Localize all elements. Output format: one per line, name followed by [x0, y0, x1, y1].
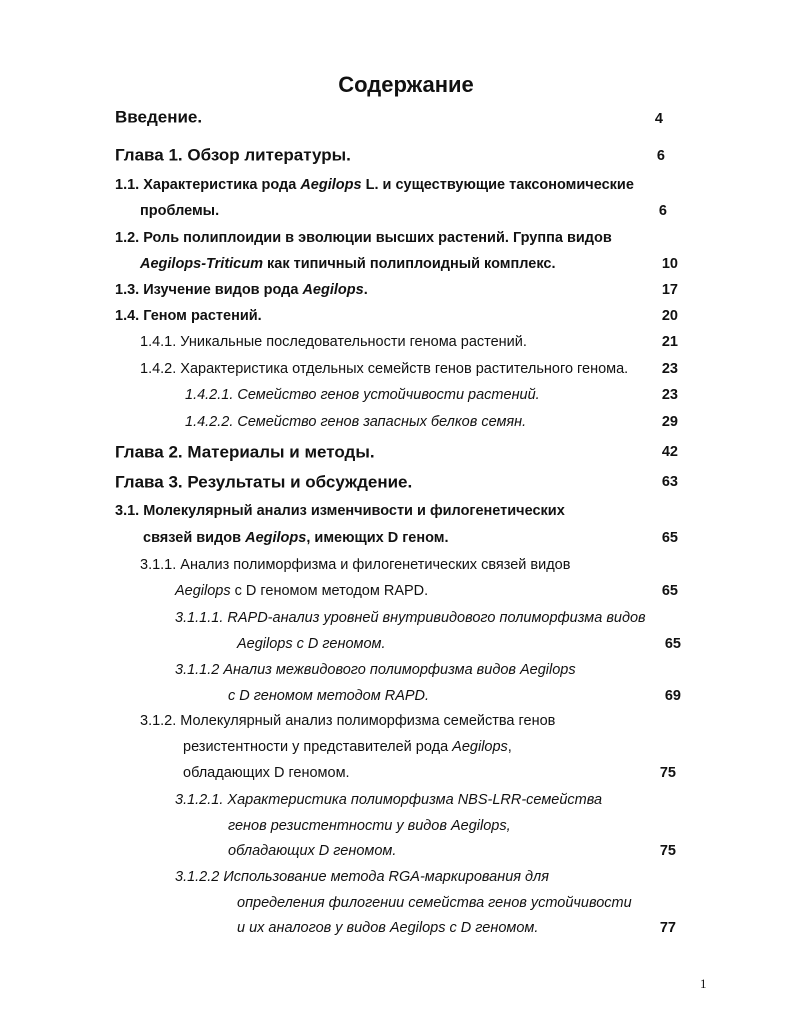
toc-entry-introduction: Введение.	[115, 107, 203, 127]
toc-entry-3-1-2-2-cont: определения филогении семейства генов устойчивости	[237, 894, 632, 911]
toc-entry-chapter-3: Глава 3. Результаты и обсуждение.	[115, 472, 413, 492]
toc-page-number: 65	[661, 582, 678, 599]
toc-entry-1-3	[115, 283, 368, 298]
toc-text-italic: Aegilops	[245, 529, 307, 546]
toc-text-italic: Aegilops	[300, 176, 362, 193]
toc-entry-3-1-1-1: 3.1.1.1. RAPD-анализ уровней внутривидового полиморфизма видов	[175, 609, 646, 626]
toc-text: как типичный полиплоидный комплекс.	[263, 255, 556, 272]
toc-entry-3-1-1-cont	[175, 584, 428, 599]
toc-page-number: 4	[654, 110, 663, 127]
toc-page-number: 77	[659, 919, 676, 936]
toc-text: .	[363, 281, 368, 298]
toc-entry-chapter-1: Глава 1. Обзор литературы.	[115, 145, 351, 165]
toc-entry-3-1-2-2-cont2: и их аналогов у видов Aegilops с D геномом.	[237, 919, 539, 936]
toc-entry-1-2-cont	[140, 257, 556, 272]
toc-entry-3-1-2-1-cont: генов резистентности у видов Aegilops,	[228, 817, 511, 834]
toc-entry-3-1-2-cont2: обладающих D геномом.	[183, 764, 350, 781]
toc-entry-3-1: 3.1. Молекулярный анализ изменчивости и филогенетических	[115, 502, 565, 519]
toc-page-number: 21	[661, 333, 678, 350]
toc-entry-1-4-1: 1.4.1. Уникальные последовательности генома растений.	[140, 333, 527, 350]
toc-entry-3-1-2-1-cont2: обладающих D геномом.	[228, 842, 397, 859]
toc-page-number: 23	[661, 386, 678, 403]
toc-entry-3-1-1-1-cont: Aegilops с D геномом.	[237, 635, 386, 652]
toc-page-number: 20	[661, 307, 678, 324]
toc-text-italic: Aegilops	[452, 738, 508, 755]
toc-text: связей видов	[143, 529, 246, 546]
toc-entry-3-1-1-2-cont: с D геномом методом RAPD.	[228, 687, 430, 704]
toc-page-number: 6	[656, 147, 665, 164]
toc-text-italic: Aegilops	[175, 582, 231, 599]
toc-entry-3-1-2-2: 3.1.2.2 Использование метода RGA-маркирования для	[175, 868, 549, 885]
toc-text: 1.1. Характеристика рода	[115, 176, 301, 193]
toc-entry-1-4: 1.4. Геном растений.	[115, 307, 262, 324]
toc-entry-1-4-2-2: 1.4.2.2. Семейство генов запасных белков семян.	[185, 413, 527, 430]
toc-entry-3-1-cont	[143, 531, 449, 546]
toc-entry-3-1-1-2: 3.1.1.2 Анализ межвидового полиморфизма видов Aegilops	[175, 661, 576, 678]
toc-entry-1-1-cont: проблемы.	[140, 202, 220, 219]
toc-entry-3-1-2-1: 3.1.2.1. Характеристика полиморфизма NBS-LRR-семейства	[175, 791, 603, 808]
toc-page-number: 75	[659, 842, 676, 859]
toc-page-number: 10	[661, 255, 678, 272]
toc-page-number: 29	[661, 413, 678, 430]
toc-entry-3-1-1: 3.1.1. Анализ полиморфизма и филогенетических связей видов	[140, 556, 571, 573]
toc-entry-1-1	[115, 178, 634, 193]
toc-entry-chapter-2: Глава 2. Материалы и методы.	[115, 442, 375, 462]
toc-page-number: 75	[659, 764, 676, 781]
page-folio-number: 1	[700, 976, 707, 991]
toc-page-number: 17	[661, 281, 678, 298]
page-title: Содержание	[338, 72, 474, 97]
toc-page-number: 42	[661, 443, 678, 460]
toc-text: , имеющих D геном.	[306, 529, 449, 546]
toc-page-number: 63	[661, 473, 678, 490]
toc-entry-3-1-2-cont	[183, 740, 512, 755]
toc-entry-1-4-2: 1.4.2. Характеристика отдельных семейств генов растительного генома.	[140, 360, 629, 377]
toc-page-number: 6	[658, 202, 667, 219]
toc-text: ,	[507, 738, 512, 755]
toc-page-number: 69	[664, 687, 681, 704]
toc-page-number: 23	[661, 360, 678, 377]
toc-entry-3-1-2: 3.1.2. Молекулярный анализ полиморфизма семейства генов	[140, 712, 556, 729]
toc-text: 1.3. Изучение видов рода	[115, 281, 303, 298]
toc-page-number: 65	[664, 635, 681, 652]
toc-text: резистентности у представителей рода	[183, 738, 453, 755]
toc-entry-1-4-2-1: 1.4.2.1. Семейство генов устойчивости растений.	[185, 386, 540, 403]
toc-text: L. и существующие таксономические	[361, 176, 634, 193]
toc-text-italic: Aegilops-Triticum	[140, 255, 263, 272]
toc-entry-1-2: 1.2. Роль полиплоидии в эволюции высших растений. Группа видов	[115, 229, 612, 246]
toc-text-italic: Aegilops	[302, 281, 364, 298]
toc-text: с D геномом методом RAPD.	[230, 582, 429, 599]
toc-page-number: 65	[661, 529, 678, 546]
